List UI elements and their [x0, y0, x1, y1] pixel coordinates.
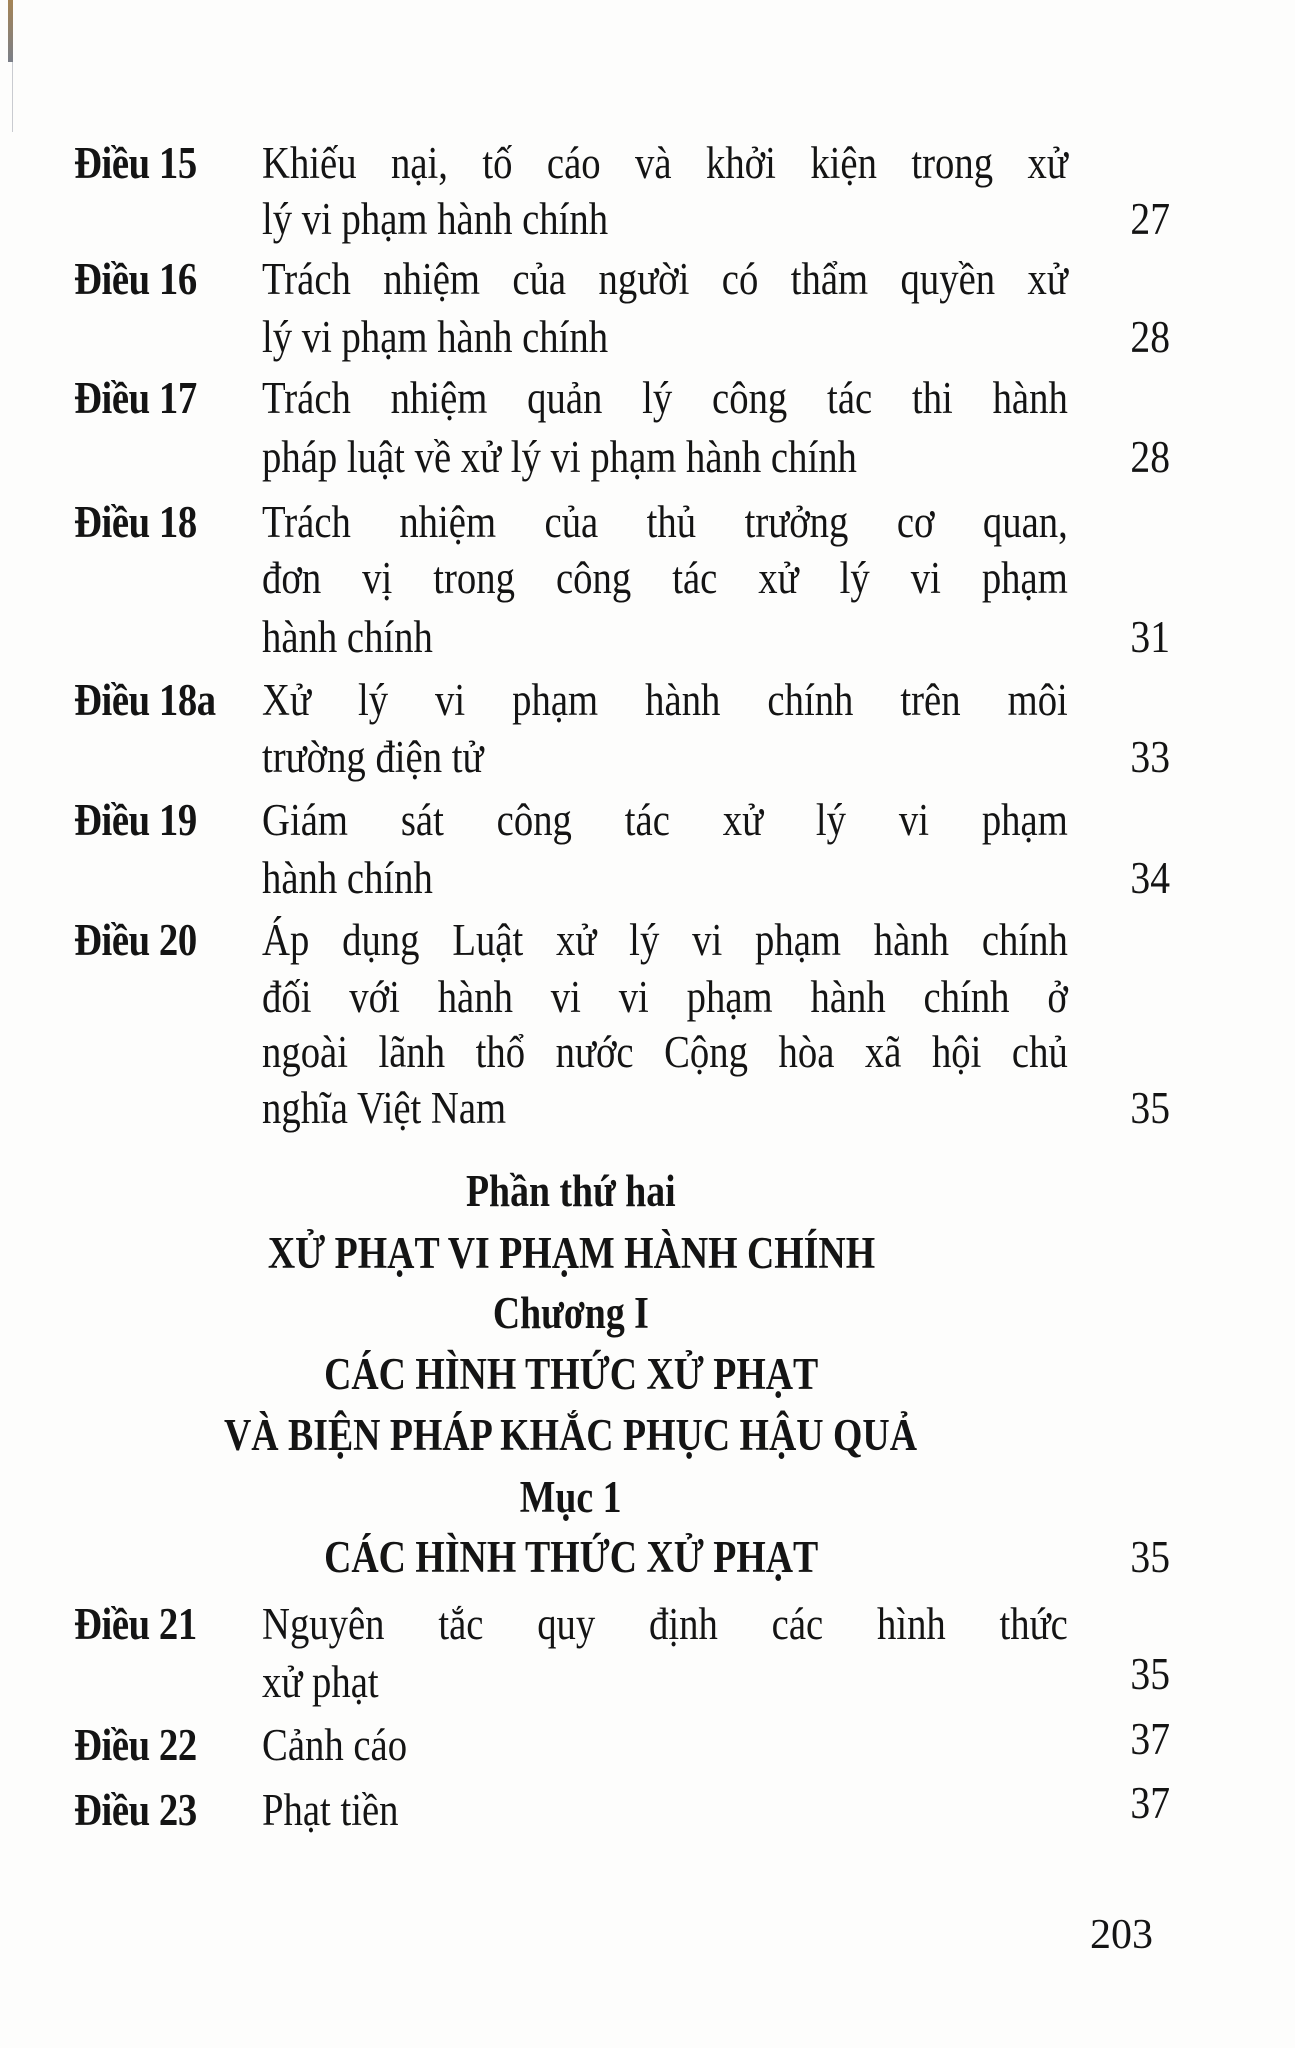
section-title: CÁC HÌNH THỨC XỬ PHẠT — [323, 1532, 819, 1582]
article-title-line: lý vi phạm hành chính — [262, 312, 609, 362]
page-ref: 28 — [1130, 312, 1170, 362]
article-label: Điều 21 — [74, 1599, 197, 1649]
article-label: Điều 18 — [74, 497, 197, 547]
section-page-ref: 35 — [1130, 1532, 1170, 1582]
article-title-line: Trách nhiệm của người có thẩm quyền xử — [262, 254, 1068, 304]
page-ref: 35 — [1130, 1649, 1170, 1699]
article-title-line: Cảnh cáo — [262, 1720, 408, 1770]
article-label: Điều 20 — [74, 915, 197, 965]
page-ref: 37 — [1130, 1714, 1170, 1764]
article-title-line: nghĩa Việt Nam — [262, 1083, 507, 1133]
article-title-line: Trách nhiệm của thủ trưởng cơ quan, — [262, 497, 1068, 547]
section-heading: Mục 1 — [520, 1472, 622, 1522]
article-title-line: đơn vị trong công tác xử lý vi phạm — [262, 553, 1068, 603]
chapter-title-line-2: VÀ BIỆN PHÁP KHẮC PHỤC HẬU QUẢ — [224, 1410, 918, 1460]
article-title-line: ngoài lãnh thổ nước Cộng hòa xã hội chủ — [262, 1027, 1068, 1077]
page-ref: 37 — [1130, 1778, 1170, 1828]
article-label: Điều 16 — [74, 254, 197, 304]
part-title: XỬ PHẠT VI PHẠM HÀNH CHÍNH — [267, 1228, 875, 1278]
article-title-line: Trách nhiệm quản lý công tác thi hành — [262, 373, 1068, 423]
article-label: Điều 22 — [74, 1720, 197, 1770]
article-title-line: đối với hành vi vi phạm hành chính ở — [262, 972, 1068, 1022]
page-ref: 33 — [1130, 732, 1170, 782]
article-title-line: hành chính — [262, 853, 433, 903]
article-title-line: trường điện tử — [262, 732, 484, 782]
page-ref: 31 — [1130, 612, 1170, 662]
chapter-title-line-1: CÁC HÌNH THỨC XỬ PHẠT — [323, 1349, 819, 1399]
article-title-line: Áp dụng Luật xử lý vi phạm hành chính — [262, 915, 1068, 965]
article-title-line: pháp luật về xử lý vi phạm hành chính — [262, 432, 857, 482]
article-title-line: xử phạt — [262, 1657, 379, 1707]
page-ref: 34 — [1130, 853, 1170, 903]
part-heading: Phần thứ hai — [466, 1166, 676, 1216]
chapter-heading: Chương I — [492, 1288, 650, 1338]
article-label: Điều 15 — [74, 138, 197, 188]
article-label: Điều 19 — [74, 795, 197, 845]
page-ref: 28 — [1130, 432, 1170, 482]
article-title-line: Phạt tiền — [262, 1785, 399, 1835]
article-title-line: Nguyên tắc quy định các hình thức — [262, 1599, 1068, 1649]
book-spine-edge — [8, 0, 13, 62]
article-label: Điều 17 — [74, 373, 197, 423]
article-label: Điều 18a — [74, 675, 216, 725]
article-title-line: Xử lý vi phạm hành chính trên môi — [262, 675, 1068, 725]
page-ref: 27 — [1130, 194, 1170, 244]
page-number: 203 — [1090, 1912, 1153, 1958]
article-label: Điều 23 — [74, 1785, 197, 1835]
article-title-line: Giám sát công tác xử lý vi phạm — [262, 795, 1068, 845]
article-title-line: hành chính — [262, 612, 433, 662]
book-spine-line — [12, 62, 13, 132]
article-title-line: lý vi phạm hành chính — [262, 194, 609, 244]
article-title-line: Khiếu nại, tố cáo và khởi kiện trong xử — [262, 138, 1068, 188]
page-ref: 35 — [1130, 1083, 1170, 1133]
